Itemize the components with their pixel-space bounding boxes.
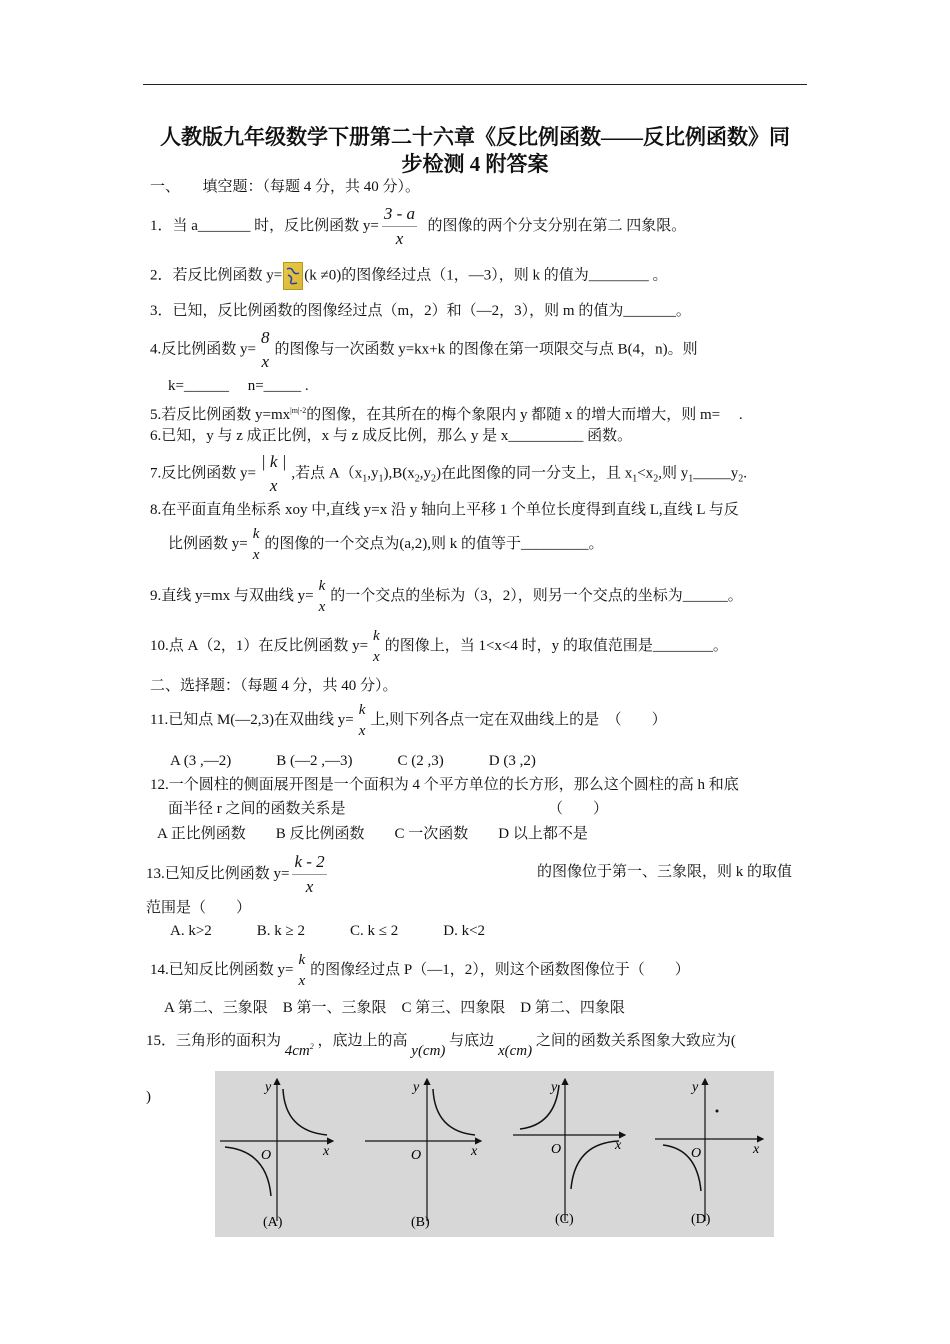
fraction: $\frac{k - 2}{x}$ xyxy=(294,852,325,896)
question-3: 3．已知，反比例函数的图像经过点（m，2）和（—2，3），则 m 的值为_______。 xyxy=(150,303,691,319)
hyperbola-graphs xyxy=(215,1071,774,1237)
question-5: 5.若反比例函数 $y=mx^{|m|-2}$的图像，在其所在的梅个象限内 y 都随 x 的增大而增大，则 m= . xyxy=(150,406,743,423)
question-14-options: A 第二、三象限 B 第一、三象限 C 第三、四象限 D 第二、四象限 xyxy=(164,1000,625,1016)
graph-c-origin: O xyxy=(551,1142,562,1157)
question-11-options: A (3 ,—2) B (—2 ,—3) C (2 ,3) D (3 ,2) xyxy=(170,753,536,769)
graph-a-axis-x: x xyxy=(323,1144,330,1159)
question-2: 2．若反比例函数 y= (k ≠0)的图像经过点（1，—3），则 k 的值为________ 。 xyxy=(150,262,667,290)
graph-d-axis-y: y xyxy=(692,1080,699,1095)
fraction: k x xyxy=(252,525,260,563)
question-7: 7.反比例函数 y= | k | x ,若点 $A(x_1,y_1),B(x_2,y_2)$在此图像的同一分支上，且 $x_1<x_2$,则 $y_1\_\_\_\_\_y_2$. xyxy=(150,452,747,495)
fraction: $\frac{3 - a}{x}$ xyxy=(383,204,416,248)
question-13-options: A. k>2 B. k ≥ 2 C. k ≤ 2 D. k<2 xyxy=(170,923,486,939)
fraction: k x xyxy=(318,577,326,615)
graph-a-origin: O xyxy=(261,1148,272,1163)
question-15-cont: ) xyxy=(146,1089,151,1105)
embedded-formula-image xyxy=(283,262,303,290)
graph-c-label: (C) xyxy=(555,1212,574,1227)
fraction: 8 x xyxy=(260,328,270,371)
question-11: 11.已知点 M(—2,3)在双曲线 y= k x 上,则下列各点一定在双曲线上的是 （ ） xyxy=(150,701,667,739)
question-12-cont: 面半径 r 之间的函数关系是 （ ） xyxy=(168,801,608,817)
graph-a-label: (A) xyxy=(263,1215,283,1230)
question-15: 15．三角形的面积为 $4cm^2$ ，底边上的高 y(cm) 与底边 x(cm) 之间的函数关系图象大致应为( xyxy=(146,1033,736,1059)
section-2-heading: 二、选择题：（每题 4 分，共 40 分）。 xyxy=(150,678,398,694)
fraction: k x xyxy=(358,701,366,739)
graph-c xyxy=(513,1079,625,1227)
question-4-cont: k=______ n=_____ . xyxy=(168,378,309,394)
question-13-cont: 范围是（ ） xyxy=(146,900,252,916)
graph-d-origin: O xyxy=(691,1146,702,1161)
question-14: 14.已知反比例函数 y= k x 的图像经过点 P（—1，2），则这个函数图像位于（ ） xyxy=(150,951,690,989)
section-1-heading: 一、 填空题：（每题 4 分，共 40 分）。 xyxy=(150,179,421,195)
question-9: 9.直线 y=mx 与双曲线 y= k x 的一个交点的坐标为（3，2），则另一个交点的坐标为______。 xyxy=(150,577,743,615)
graph-b-axis-y: y xyxy=(413,1080,420,1095)
header-rule xyxy=(143,84,807,85)
fraction: | k | x xyxy=(260,452,287,495)
question-6: 6.已知，y 与 z 成正比例，x 与 z 成反比例，那么 y 是 x__________ 函数。 xyxy=(150,428,633,444)
question-8-cont: 比例函数 y= k x 的图像的一个交点为(a,2),则 k 的值等于_________。 xyxy=(168,525,604,563)
question-12: 12.一个圆柱的侧面展开图是一个面积为 4 个平方单位的长方形，那么这个圆柱的高 h 和底 xyxy=(150,777,739,793)
question-8: 8.在平面直角坐标系 xoy 中,直线 y=x 沿 y 轴向上平移 1 个单位长度得到直线 L,直线 L 与反 xyxy=(150,502,739,518)
graph-d-label: (D) xyxy=(691,1212,711,1227)
question-10: 10.点 A（2，1）在反比例函数 y= k x 的图像上，当 1<x<4 时，y 的取值范围是________。 xyxy=(150,627,728,665)
fraction: k x xyxy=(373,627,380,665)
graph-c-axis-x: x xyxy=(615,1138,622,1153)
question-1: 1．当 a_______ 时，反比例函数 y= $\frac{3 - a}{x}$ 的图像的两个分支分别在第二 四象限。 xyxy=(150,204,687,248)
answer-graphs-image xyxy=(215,1071,774,1237)
fraction: k x xyxy=(298,951,306,989)
graph-c-axis-y: y xyxy=(551,1080,558,1095)
graph-a-axis-y: y xyxy=(265,1080,272,1095)
graph-d-axis-x: x xyxy=(753,1142,760,1157)
question-13-right: 的图像位于第一、三象限，则 k 的取值 xyxy=(537,864,793,880)
question-13: 13.已知反比例函数 y= $\frac{k - 2}{x}$ xyxy=(146,852,325,896)
question-12-options: A 正比例函数 B 反比例函数 C 一次函数 D 以上都不是 xyxy=(157,826,588,842)
page-title: 人教版九年级数学下册第二十六章《反比例函数——反比例函数》同 步检测 4 附答案 xyxy=(160,125,790,176)
graph-b xyxy=(365,1079,481,1230)
graph-d xyxy=(655,1079,763,1227)
question-4: 4.反比例函数 y= 8 x 的图像与一次函数 y=kx+k 的图像在第一项限交与点 B(4，n)。则 xyxy=(150,328,698,371)
graph-a xyxy=(220,1079,333,1230)
graph-b-label: (B) xyxy=(411,1215,430,1230)
graph-b-origin: O xyxy=(411,1148,422,1163)
graph-b-axis-x: x xyxy=(471,1144,478,1159)
